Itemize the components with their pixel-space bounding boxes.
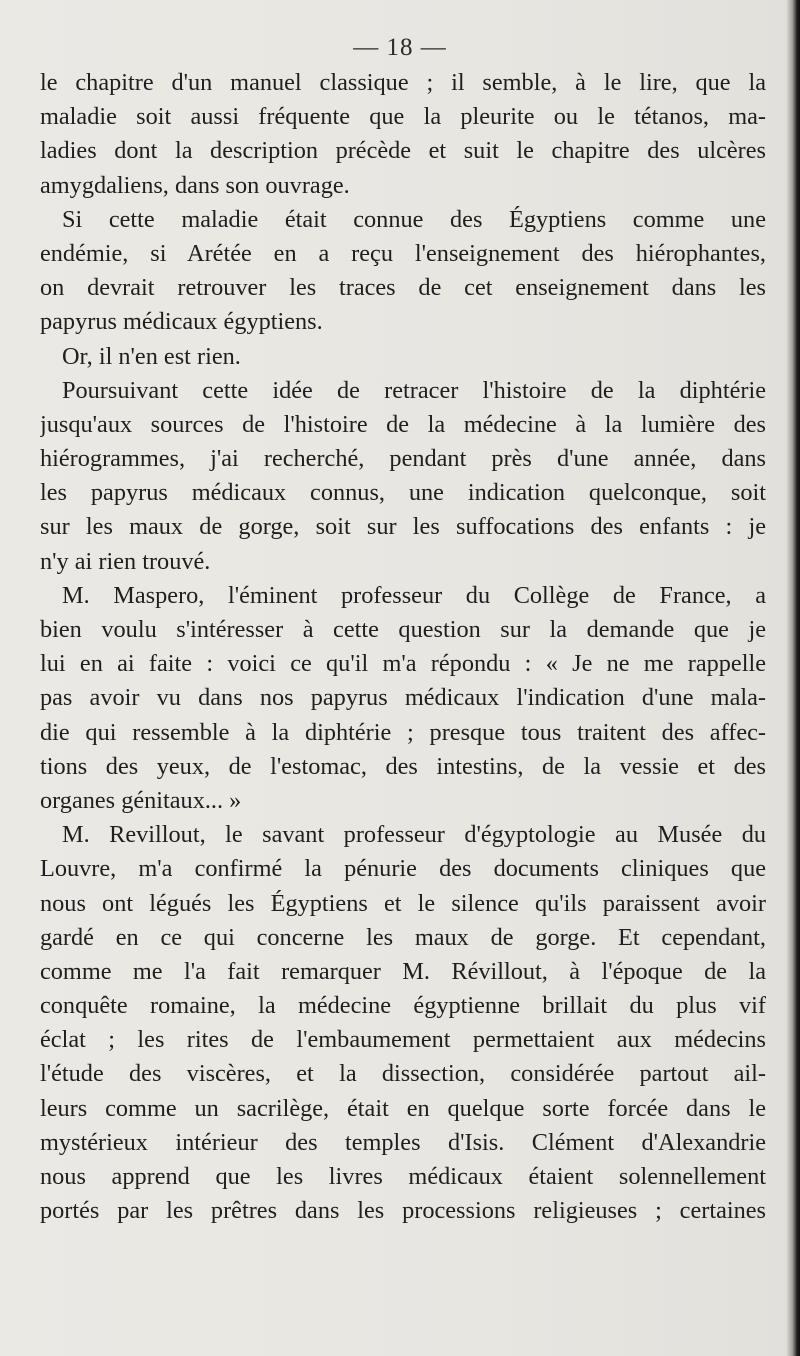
text-line: hiérogrammes, j'ai recherché, pendant près d'une année, dans (40, 445, 766, 473)
text-line: l'étude des viscères, et la dissection, considérée partout ail- (40, 1060, 766, 1088)
text-line: sur les maux de gorge, soit sur les suffocations des enfants : je (40, 513, 766, 541)
text-line: éclat ; les rites de l'embaumement permettaient aux médecins (40, 1026, 766, 1054)
text-line: nous ont légués les Égyptiens et le silence qu'ils paraissent avoir (40, 889, 766, 917)
page-number: — 18 — (353, 34, 447, 61)
body-text (40, 66, 766, 1228)
text-line: Or, il n'en est rien. (62, 342, 241, 370)
text-line: bien voulu s'intéresser à cette question sur la demande que je (40, 616, 766, 643)
text-line: mystérieux intérieur des temples d'Isis. Clément d'Alexandrie (40, 1128, 766, 1156)
text-line: conquête romaine, la médecine égyptienne brillait du plus vif (40, 992, 766, 1020)
text-line: comme me l'a fait remarquer M. Révillout, à l'époque de la (40, 957, 766, 985)
text-line: pas avoir vu dans nos papyrus médicaux l'indication d'une mala- (40, 684, 766, 712)
text-line: M. Revillout, le savant professeur d'égyptologie au Musée du (62, 821, 766, 849)
text-line: gardé en ce qui concerne les maux de gorge. Et cependant, (40, 923, 766, 951)
text-line: Si cette maladie était connue des Égyptiens comme une (62, 205, 766, 233)
text-line: die qui ressemble à la diphtérie ; presque tous traitent des affec- (40, 718, 766, 746)
text-line: n'y ai rien trouvé. (40, 547, 211, 575)
text-line: jusqu'aux sources de l'histoire de la médecine à la lumière des (40, 410, 766, 438)
text-line: amygdaliens, dans son ouvrage. (40, 171, 350, 199)
text-line: maladie soit aussi fréquente que la pleurite ou le tétanos, ma- (40, 103, 766, 131)
text-line: le chapitre d'un manuel classique ; il semble, à le lire, que la (40, 69, 766, 96)
text-line: Poursuivant cette idée de retracer l'histoire de la diphtérie (62, 376, 766, 404)
text-line: M. Maspero, l'éminent professeur du Collège de France, a (62, 581, 766, 609)
page-edge-shadow (786, 0, 800, 1356)
text-line: les papyrus médicaux connus, une indication quelconque, soit (40, 479, 766, 507)
text-line: papyrus médicaux égyptiens. (40, 308, 323, 336)
text-line: nous apprend que les livres médicaux étaient solennellement (40, 1163, 766, 1190)
text-line: organes génitaux... » (40, 786, 242, 814)
text-line: Louvre, m'a confirmé la pénurie des documents cliniques que (40, 855, 766, 883)
text-line: ladies dont la description précède et suit le chapitre des ulcères (40, 137, 766, 165)
text-line: portés par les prêtres dans les processions religieuses ; certaines (40, 1197, 766, 1225)
text-line: endémie, si Arétée en a reçu l'enseignement des hiérophantes, (40, 239, 766, 267)
text-line: leurs comme un sacrilège, était en quelque sorte forcée dans le (40, 1094, 766, 1122)
text-line: on devrait retrouver les traces de cet enseignement dans les (40, 274, 766, 302)
text-line: tions des yeux, de l'estomac, des intestins, de la vessie et des (40, 752, 766, 780)
text-line: lui en ai faite : voici ce qu'il m'a répondu : « Je ne me rappelle (40, 650, 766, 678)
